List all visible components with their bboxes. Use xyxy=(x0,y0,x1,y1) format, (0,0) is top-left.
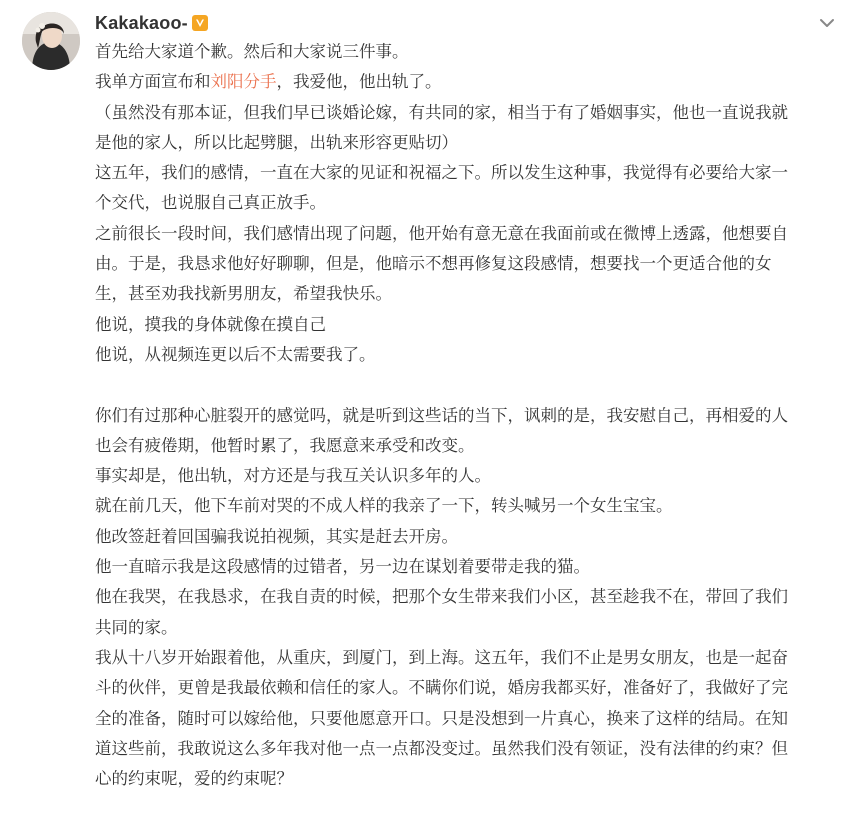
avatar-icon xyxy=(22,12,80,70)
post-line: 他改签赶着回国骗我说拍视频，其实是赶去开房。 xyxy=(95,526,458,546)
post-line: 共同的家。 xyxy=(95,617,178,637)
post-line: 就在前几天，他下车前对哭的不成人样的我亲了一下，转头喊另一个女生宝宝。 xyxy=(95,496,673,516)
avatar[interactable] xyxy=(22,12,80,70)
post-line: 生，甚至劝我找新男朋友，希望我快乐。 xyxy=(95,284,392,304)
post-line: 他说，从视频连更以后不太需要我了。 xyxy=(95,344,376,364)
author-name[interactable]: Kakakaoo- xyxy=(95,12,188,33)
verified-v-icon xyxy=(192,15,208,31)
post-line: 全的准备，随时可以嫁给他，只要他愿意开口。只是没想到一片真心，换来了这样的结局。在知 xyxy=(95,708,788,728)
post-header xyxy=(95,10,208,36)
post-line: 你们有过那种心脏裂开的感觉吗，就是听到这些话的当下，讽刺的是，我安慰自己，再相爱的人 xyxy=(95,405,788,425)
post-line: 事实却是，他出轨，对方还是与我互关认识多年的人。 xyxy=(95,466,491,486)
post-line: 心的约束呢，爱的约束呢？ xyxy=(95,769,293,789)
post-content xyxy=(95,37,837,794)
post-line: 他在我哭，在我恳求，在我自责的时候，把那个女生带来我们小区，甚至趁我不在，带回了我们 xyxy=(95,587,788,607)
post-line xyxy=(95,67,837,97)
post-line: 他一直暗示我是这段感情的过错者，另一边在谋划着要带走我的猫。 xyxy=(95,557,590,577)
post-line: 我从十八岁开始跟着他，从重庆，到厦门，到上海。这五年，我们不止是男女朋友，也是一起奋 xyxy=(95,647,788,667)
line-text: ，我爱他，他出轨了。 xyxy=(276,72,442,92)
post-line: 也会有疲倦期，他暂时累了，我愿意来承受和改变。 xyxy=(95,435,475,455)
post-line: 他说，摸我的身体就像在摸自己 xyxy=(95,314,326,334)
post-line: 这五年，我们的感情，一直在大家的见证和祝福之下。所以发生这种事，我觉得有必要给大家一 xyxy=(95,163,788,183)
post-line: 道这些前，我敢说这么多年我对他一点一点都没变过。虽然我们没有领证，没有法律的约束？但 xyxy=(95,738,788,758)
paragraph-spacer xyxy=(95,370,837,400)
chevron-down-icon xyxy=(819,18,835,28)
more-options-button[interactable] xyxy=(816,12,838,34)
post-line: 首先给大家道个歉。然后和大家说三件事。 xyxy=(95,42,409,61)
mention-link[interactable]: 刘阳分手 xyxy=(210,72,277,92)
post-line: （虽然没有那本证，但我们早已谈婚论嫁，有共同的家，相当于有了婚姻事实，他也一直说我就 xyxy=(95,102,788,122)
post-line: 是他的家人，所以比起劈腿，出轨来形容更贴切） xyxy=(95,132,458,152)
post-line: 之前很长一段时间，我们感情出现了问题，他开始有意无意在我面前或在微博上透露，他想要自 xyxy=(95,223,788,243)
post-line: 个交代，也说服自己真正放手。 xyxy=(95,193,326,213)
post-line: 斗的伙伴，更曾是我最依赖和信任的家人。不瞒你们说，婚房我都买好，准备好了，我做好了完 xyxy=(95,678,788,698)
post-line: 由。于是，我恳求他好好聊聊，但是，他暗示不想再修复这段感情，想要找一个更适合他的女 xyxy=(95,254,772,274)
line-text: 我单方面宣布和 xyxy=(95,72,211,92)
